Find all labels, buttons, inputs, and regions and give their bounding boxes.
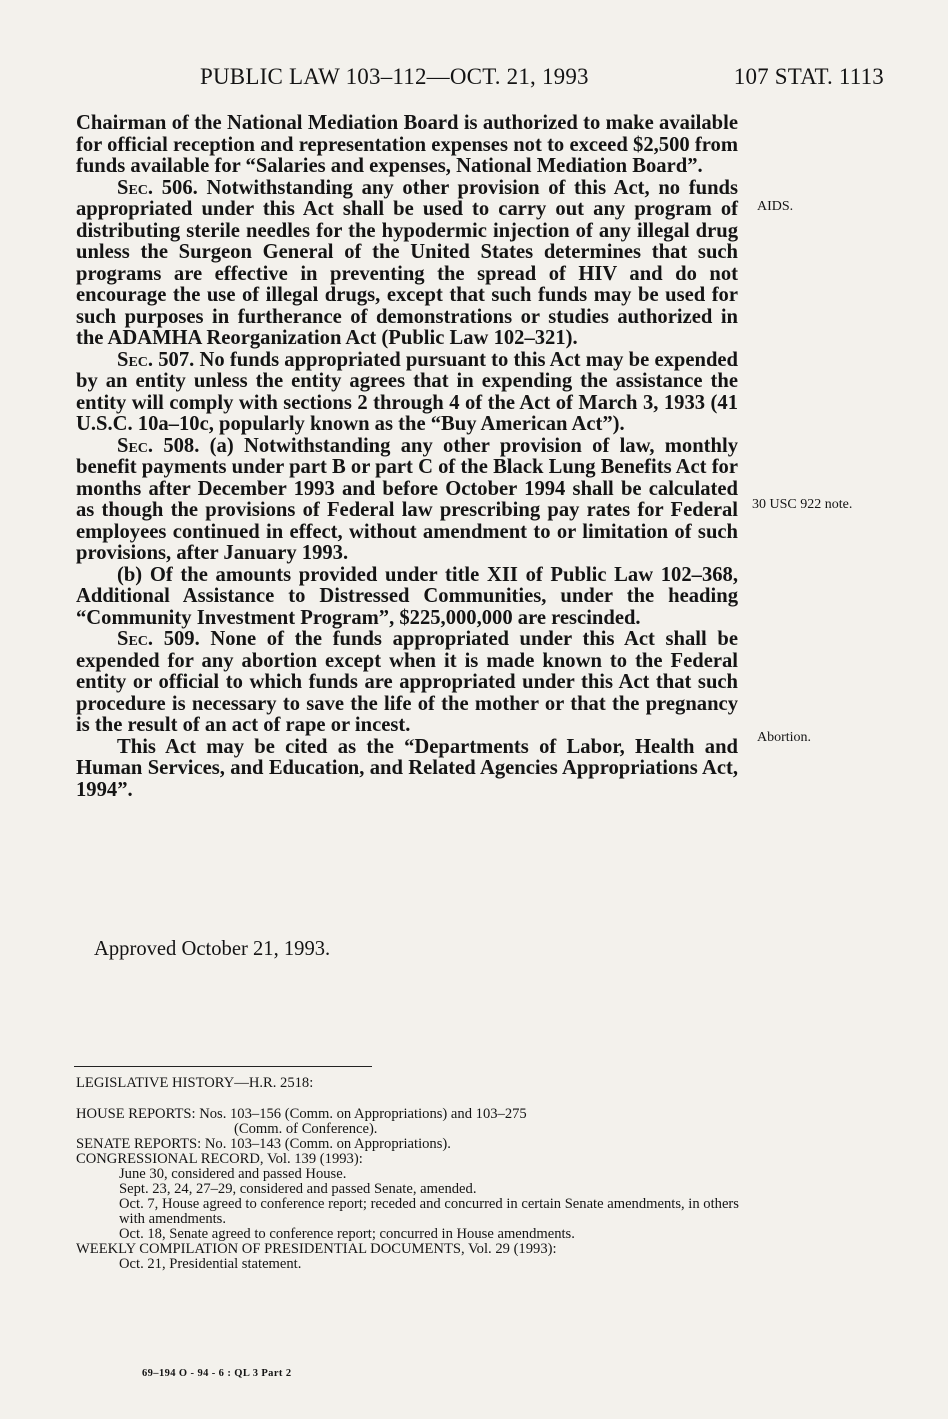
weekly-compilation-entry: Oct. 21, Presidential statement.	[119, 1256, 302, 1272]
section-text: 507. No funds appropriated pursuant to this Act may be expended by an entity unless the entity agrees that in expending the assistance the entity will comply with sections 2 through 4 of the Act of March 3, 1933 (41 U.S.C. 10a–10c, popularly known as the “Buy American Act”).	[76, 348, 738, 435]
house-reports-continued: (Comm. of Conference).	[234, 1121, 378, 1137]
margin-note-aids: AIDS.	[757, 199, 794, 214]
section-label: Sec.	[117, 628, 154, 650]
footnote-divider	[74, 1066, 372, 1067]
legislative-history	[76, 1076, 756, 1272]
section-text: 509. None of the funds appropriated under this Act shall be expended for any abortion except when it is made known to the Federal entity or official to which funds are appropriated under this Act that such procedure is necessary to save the life of the mother or that the pregnancy is the result of an act of rape or incest.	[76, 628, 738, 736]
record-entry: Oct. 18, Senate agreed to conference report; concurred in House amendments.	[119, 1226, 575, 1242]
section-508-b: (b) Of the amounts provided under title XII of Public Law 102–368, Additional Assistance to Distressed Communities, under the heading “Community Investment Program”, $225,000,000 are rescinded.	[76, 563, 738, 629]
section-text: 506. Notwithstanding any other provision of this Act, no funds appropriated under this Act shall be used to carry out any program of distributing sterile needles for the hypodermic injection of any illegal drug unless the Surgeon General of the United States determines that such programs are effective in preventing the spread of HIV and do not encourage the use of illegal drugs, except that such funds may be used for such purposes in furtherance of demonstrations or studies authorized in the ADAMHA Reorganization Act (Public Law 102–321).	[76, 176, 738, 349]
house-reports: HOUSE REPORTS: Nos. 103–156 (Comm. on Appropriations) and 103–275	[76, 1106, 527, 1122]
section-label: Sec.	[117, 176, 154, 199]
record-entry	[76, 1197, 739, 1227]
legislative-history-title: LEGISLATIVE HISTORY—H.R. 2518:	[76, 1075, 314, 1091]
approval-date: Approved October 21, 1993.	[94, 938, 331, 960]
record-entry-text: Oct. 7, House agreed to conference report; receded and concurred in certain Senate amendments, in others with amendments.	[119, 1196, 739, 1227]
paragraph-mediation-board: Chairman of the National Mediation Board is authorized to make available for official reception and representation expenses not to exceed $2,500 from funds available for “Salaries and expenses, National Mediation Board”.	[76, 112, 738, 177]
law-body-text	[76, 113, 738, 801]
section-label: Sec.	[117, 434, 154, 457]
senate-reports: SENATE REPORTS: No. 103–143 (Comm. on Appropriations).	[76, 1136, 451, 1152]
section-509	[76, 629, 738, 737]
margin-note-usc: 30 USC 922 note.	[752, 497, 853, 512]
statute-reference: 107 STAT. 1113	[733, 64, 884, 89]
public-law-title: PUBLIC LAW 103–112—OCT. 21, 1993	[200, 64, 589, 89]
record-entry: Sept. 23, 24, 27–29, considered and passed Senate, amended.	[119, 1181, 477, 1197]
record-entry: June 30, considered and passed House.	[119, 1166, 347, 1182]
weekly-compilation: WEEKLY COMPILATION OF PRESIDENTIAL DOCUMENTS, Vol. 29 (1993):	[76, 1241, 557, 1257]
section-label: Sec.	[117, 348, 154, 371]
margin-note-abortion: Abortion.	[757, 730, 812, 745]
section-506	[76, 178, 738, 350]
section-507	[76, 350, 738, 436]
print-code: 69–194 O - 94 - 6 : QL 3 Part 2	[142, 1368, 292, 1379]
section-508	[76, 436, 738, 565]
short-title-citation: This Act may be cited as the “Departments of Labor, Health and Human Services, and Education, and Related Agencies Appropriations Act, 1994”.	[76, 735, 738, 801]
congressional-record: CONGRESSIONAL RECORD, Vol. 139 (1993):	[76, 1151, 363, 1167]
section-text: 508. (a) Notwithstanding any other provision of law, monthly benefit payments under part B or part C of the Black Lung Benefits Act for months after December 1993 and before October 1994 shall be calculated as though the provisions of Federal law prescribing pay rates for Federal employees continued in effect, without amendment to or limitation of such provisions, after January 1993.	[76, 434, 738, 564]
